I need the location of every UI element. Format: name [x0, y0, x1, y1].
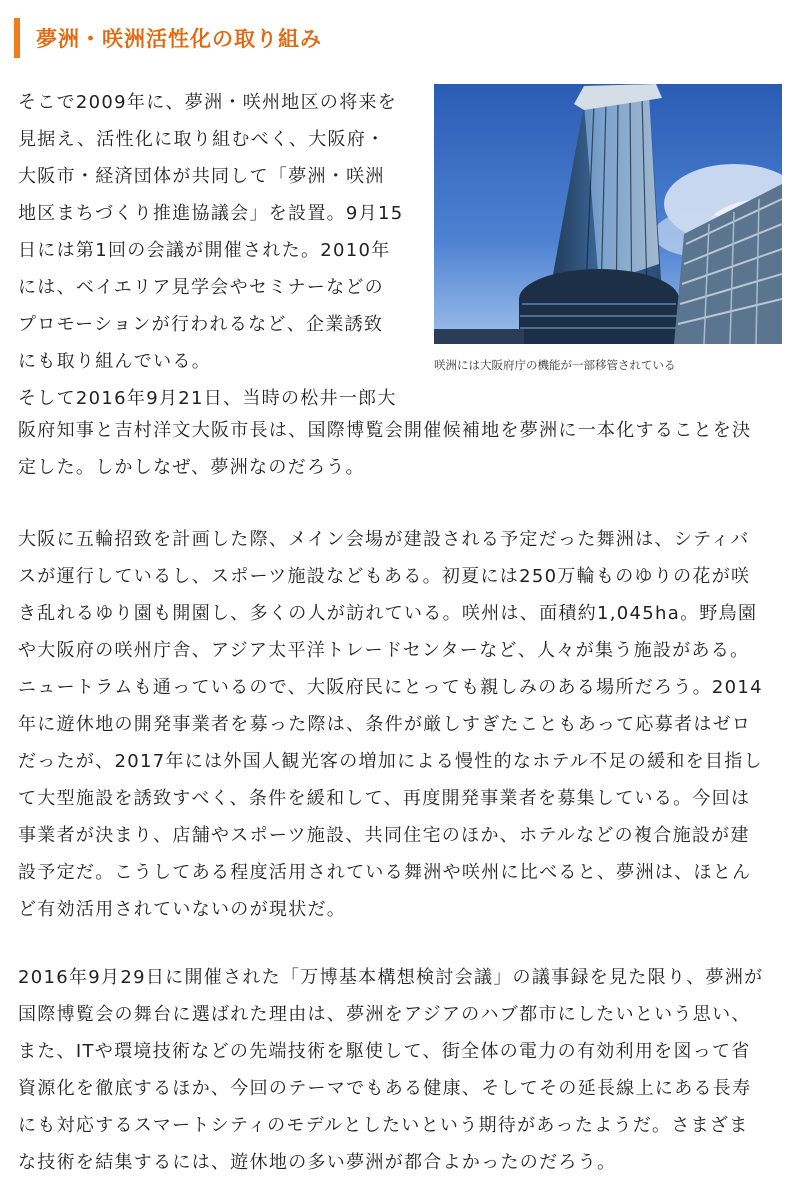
- paragraph-intro-continued: そして2016年9月21日、当時の松井一郎大: [18, 388, 397, 409]
- building-photo: [434, 84, 782, 344]
- section-title: 夢洲・咲洲活性化の取り組み: [36, 27, 322, 51]
- tower-illustration: [434, 84, 782, 344]
- photo-caption: 咲洲には大阪府庁の機能が一部移管されている: [434, 358, 676, 372]
- paragraph-intro: そこで2009年に、夢洲・咲州地区の将来を 見据え、活性化に取り組むべく、大阪府・ 大阪市・経済団体が共同して「夢洲・咲洲 地区まちづくり推進協議会」を設置。9月15 日には第1回の会議が開催された。2010年 には、ベイエリア見学会やセミナーなどの プロモーションが行われるなど、企業誘致 にも取り組んでいる。: [18, 92, 404, 372]
- paragraph-intro-full-width: 阪府知事と吉村洋文大阪市長は、国際博覧会開催候補地を夢洲に一本化することを決 定した。しかしなぜ、夢洲なのだろう。: [18, 420, 752, 478]
- heading-accent-bar: [14, 18, 20, 58]
- paragraph-expo-reason: 2016年9月29日に開催された「万博基本構想検討会議」の議事録を見た限り、夢洲が 国際博覧会の舞台に選ばれた理由は、夢洲をアジアのハブ都市にしたいという思い、 また、ITや環境技術などの先端技術を駆使して、街全体の電力の有効利用を図って省 資源化を徹底するほか、今回のテーマでもある健康、そしてその延長線上にある長寿 にも対応するスマートシティのモデルとしたいという期待があったようだ。さまざま な技術を結集するには、遊休地の多い夢洲が都合よかったのだろう。: [18, 967, 764, 1173]
- section-heading: [14, 18, 774, 58]
- paragraph-maishima-sakishima: 大阪に五輪招致を計画した際、メイン会場が建設される予定だった舞洲は、シティバ スが運行しているし、スポーツ施設などもある。初夏には250万輪ものゆりの花が咲 き乱れるゆり園も開園し、多くの人が訪れている。咲州は、面積約1,045ha。野鳥園 や大阪府の咲州庁舎、アジア太平洋トレードセンターなど、人々が集う施設がある。 ニュートラムも通っているので、大阪府民にとっても親しみのある場所だろう。2014 年に遊休地の開発事業者を募った際は、条件が厳しすぎたこともあって応募者はゼロ だったが、2017年には外国人観光客の増加による慢性的なホテル不足の緩和を目指し て大型施設を誘致すべく、条件を緩和して、再度開発事業者を募集している。今回は 事業者が決まり、店舗やスポーツ施設、共同住宅のほか、ホテルなどの複合施設が建 設予定だ。こうしてある程度活用されている舞洲や咲州に比べると、夢洲は、ほとん ど有効活用されていないのが現状だ。: [18, 529, 763, 920]
